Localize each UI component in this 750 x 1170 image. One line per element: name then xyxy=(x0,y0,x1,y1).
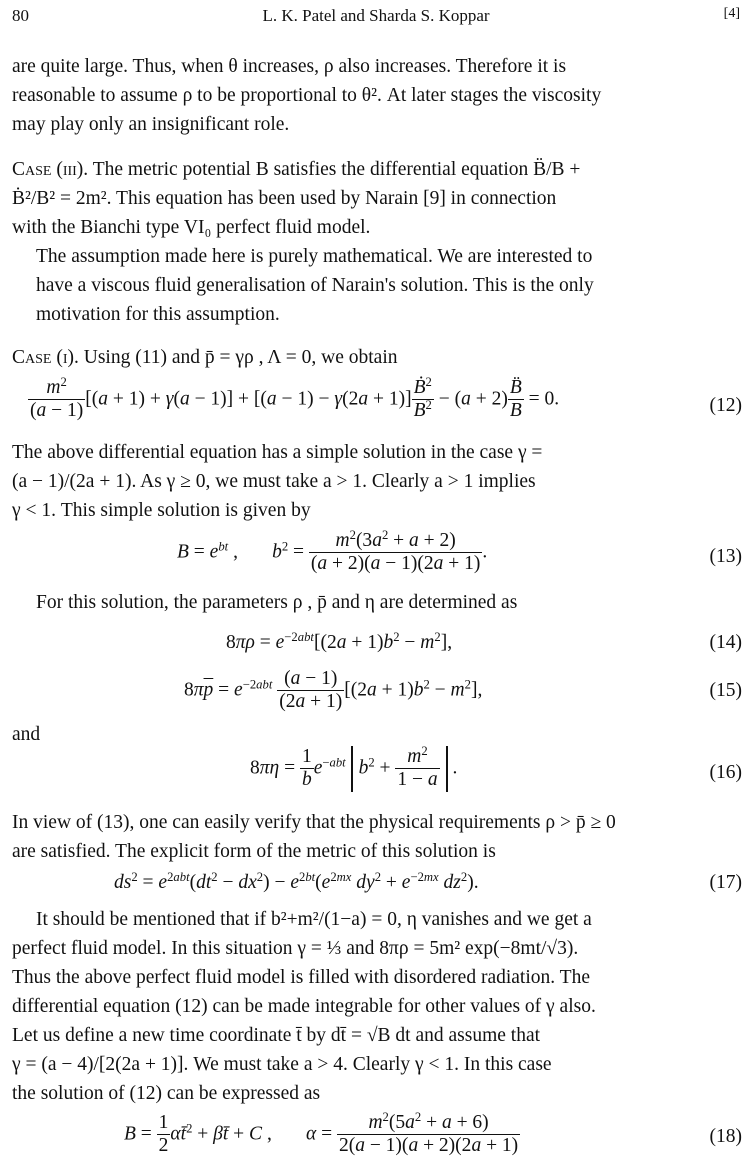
equation-number: (16) xyxy=(709,762,742,783)
equation-15 xyxy=(12,666,742,720)
case-label: Case (iii). xyxy=(12,159,89,180)
equation-body: B = $\frac{1}{2}$ αt̄$^2$ + βt̄ + C , α = $\frac{m^2(5a^2 + a + 6)}{2(a - 1)(a + 2)(2a + 1)}$ xyxy=(124,1110,519,1157)
page-header xyxy=(12,6,740,30)
equation-13 xyxy=(12,528,742,588)
paragraph-perfect-fluid-cont xyxy=(12,934,742,1108)
section-marker: [4] xyxy=(723,6,740,21)
text-line: (a − 1)/(2a + 1). As γ ≥ 0, we must take a > 1. Clearly a > 1 implies xyxy=(12,471,536,492)
text-line: have a viscous fluid generalisation of Narain's solution. This is the only xyxy=(36,275,594,296)
paragraph-case-i xyxy=(12,343,742,372)
text-line: are satisfied. The explicit form of the metric of this solution is xyxy=(12,841,496,862)
text-line: reasonable to assume ρ to be proportional to θ². At later stages the viscosity xyxy=(12,85,602,106)
text-line: with the Bianchi type VI₀ perfect fluid model. xyxy=(12,217,371,238)
running-head-authors: L. K. Patel and Sharda S. Koppar xyxy=(262,6,490,25)
text-line: For this solution, the parameters ρ , p̄ and η are determined as xyxy=(36,592,518,613)
equation-body: $B = e^{bt}$ , $b^2$ = $\frac{m^2(3a^2 + a + 2)}{(a + 2)(a - 1)(2a + 1)}$ . xyxy=(177,528,488,575)
equation-number: (15) xyxy=(709,680,742,701)
paragraph-in-view xyxy=(12,808,742,866)
text-line: Let us define a new time coordinate t̄ by dt̄ = √B dt and assume that xyxy=(12,1025,541,1046)
paragraph-parameters xyxy=(12,588,742,617)
text-line: The assumption made here is purely mathematical. We are interested to xyxy=(36,246,593,267)
text-line: γ = (a − 4)/[2(2a + 1)]. We must take a > 4. Clearly γ < 1. In this case xyxy=(12,1054,552,1075)
text-line: The above differential equation has a simple solution in the case γ = xyxy=(12,442,543,463)
equation-number: (18) xyxy=(709,1126,742,1147)
equation-14 xyxy=(12,630,742,664)
equation-body: 8πη = $\frac{1}{b}$ $e^{-abt}$ $b^2$ + $\frac{m^2}{1 - a}$ . xyxy=(250,744,458,791)
equation-number: (13) xyxy=(709,546,742,567)
equation-number: (14) xyxy=(709,632,742,653)
equation-body: $\frac{m^2}{(a - 1)}$ [(a + 1) + γ(a − 1)] + [(a − 1) − γ(2a + 1)] $\frac{Ḃ^2}{B^2}$ − (a + 2) $\frac{B̈}{B}$ = 0. xyxy=(30,375,560,422)
text-line: Using (11) and p̄ = γρ , Λ = 0, we obtain xyxy=(78,347,398,368)
text-line: It should be mentioned that if b²+m²/(1−a) = 0, η vanishes and we get a xyxy=(36,909,592,930)
text-line: and xyxy=(12,724,41,745)
text-line: motivation for this assumption. xyxy=(36,304,280,325)
text-line: differential equation (12) can be made integrable for other values of γ also. xyxy=(12,996,596,1017)
text-line: γ < 1. This simple solution is given by xyxy=(12,500,311,521)
equation-18 xyxy=(12,1110,742,1166)
paragraph-assumption xyxy=(12,242,742,329)
paragraph-case-iii xyxy=(12,155,742,242)
text-line: Thus the above perfect fluid model is filled with disordered radiation. The xyxy=(12,967,590,988)
equation-body: $8\pi\overline{p} = e^{-2abt}$ $\frac{(a - 1)}{(2a + 1)}$ $[(2a + 1)b^2 - m^2]$, xyxy=(184,668,483,713)
paragraph-perfect-fluid xyxy=(12,905,742,934)
text-line: may play only an insignificant role. xyxy=(12,114,290,135)
equation-12 xyxy=(12,375,742,441)
text-line: The metric potential B satisfies the differential equation B̈/B + xyxy=(88,159,581,180)
equation-number: (17) xyxy=(709,872,742,893)
text-line: In view of (13), one can easily verify that the physical requirements ρ > p̄ ≥ 0 xyxy=(12,812,616,833)
equation-16 xyxy=(12,742,742,806)
equation-body: $ds^2 = e^{2abt}(dt^2 - dx^2) - e^{2bt}(e^{2mx}$ $dy^2 + e^{-2mx}$ $dz^2$). xyxy=(114,870,479,893)
equation-number: (12) xyxy=(709,395,742,416)
case-label: Case (i). xyxy=(12,347,79,368)
text-line: are quite large. Thus, when θ increases, ρ also increases. Therefore it is xyxy=(12,56,567,77)
equation-17 xyxy=(12,870,742,904)
text-line: the solution of (12) can be expressed as xyxy=(12,1083,321,1104)
text-line: perfect fluid model. In this situation γ = ⅓ and 8πρ = 5m² exp(−8mt/√3). xyxy=(12,938,579,959)
paragraph-simple-solution xyxy=(12,438,742,525)
text-line: Ḃ²/B² = 2m². This equation has been used by Narain [9] in connection xyxy=(12,188,557,209)
equation-body: $8\pi\rho = e^{-2abt}[(2a + 1)b^2 - m^2]$, xyxy=(226,630,453,653)
paragraph-intro xyxy=(12,52,742,139)
page-number: 80 xyxy=(12,6,29,25)
